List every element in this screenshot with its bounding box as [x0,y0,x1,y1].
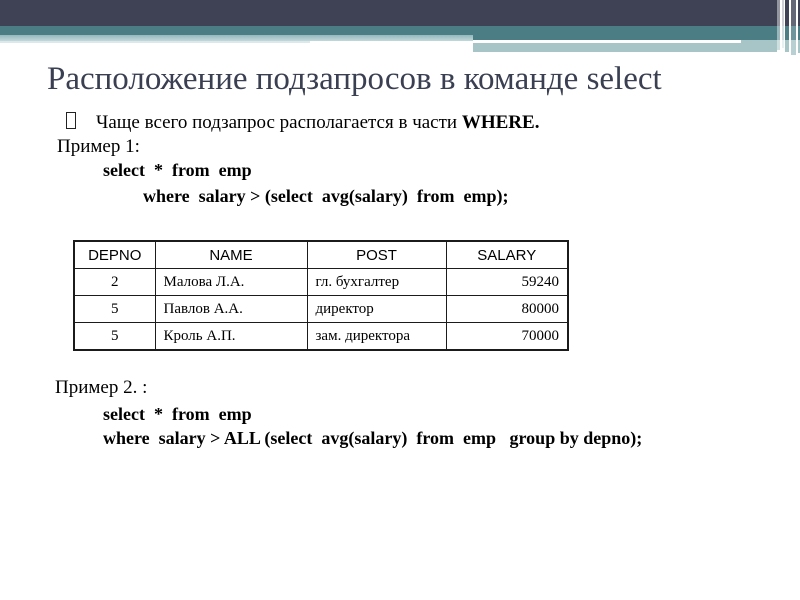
header-pale-accent-line [0,41,310,43]
table-row [74,269,568,296]
corner-stripe-decoration [785,0,789,52]
bullet-text: Чаще всего подзапрос располагается в части [96,112,462,133]
corner-stripe-decoration [777,0,780,50]
example1-label: Пример 1: [57,136,140,157]
table-cell: 5 [74,323,155,351]
table-cell: зам. директора [307,323,446,351]
example2-code-line2: where salary > ALL (select avg(salary) from emp group by depno); [103,428,643,448]
corner-stripe-decoration [782,0,784,48]
example1-code-line1: select * from emp [103,160,252,180]
hollow-square-bullet-icon [66,112,76,129]
table-cell: 2 [74,269,155,296]
table-header-post: POST [307,241,446,269]
table-header-salary: SALARY [446,241,568,269]
emp-table [73,240,569,351]
table-cell: Павлов А.А. [155,296,307,323]
header-dark-bar [0,0,777,26]
corner-stripe-decoration [791,0,796,55]
table-cell: 80000 [446,296,568,323]
example2-label: Пример 2. : [55,377,148,398]
header-teal-bar-extension [473,35,777,40]
bullet-line [66,112,539,134]
table-cell: директор [307,296,446,323]
table-cell: Малова Л.А. [155,269,307,296]
table-cell: 59240 [446,269,568,296]
table-cell: 70000 [446,323,568,351]
header-pale-bar-right [473,43,777,52]
table-header-row [74,241,568,269]
bullet-emphasis: WHERE. [461,112,540,133]
table-row [74,323,568,351]
table-header-name: NAME [155,241,307,269]
table-row [74,296,568,323]
table-cell: 5 [74,296,155,323]
table-header-depno: DEPNO [74,241,155,269]
example1-code-line2: where salary > (select avg(salary) from emp); [143,186,509,206]
emp-table-container [73,240,569,351]
table-cell: гл. бухгалтер [307,269,446,296]
header-teal-bar [0,26,777,35]
example2-code-line1: select * from emp [103,404,252,424]
slide-title: Расположение подзапросов в команде select [47,61,662,97]
table-cell: Кроль А.П. [155,323,307,351]
